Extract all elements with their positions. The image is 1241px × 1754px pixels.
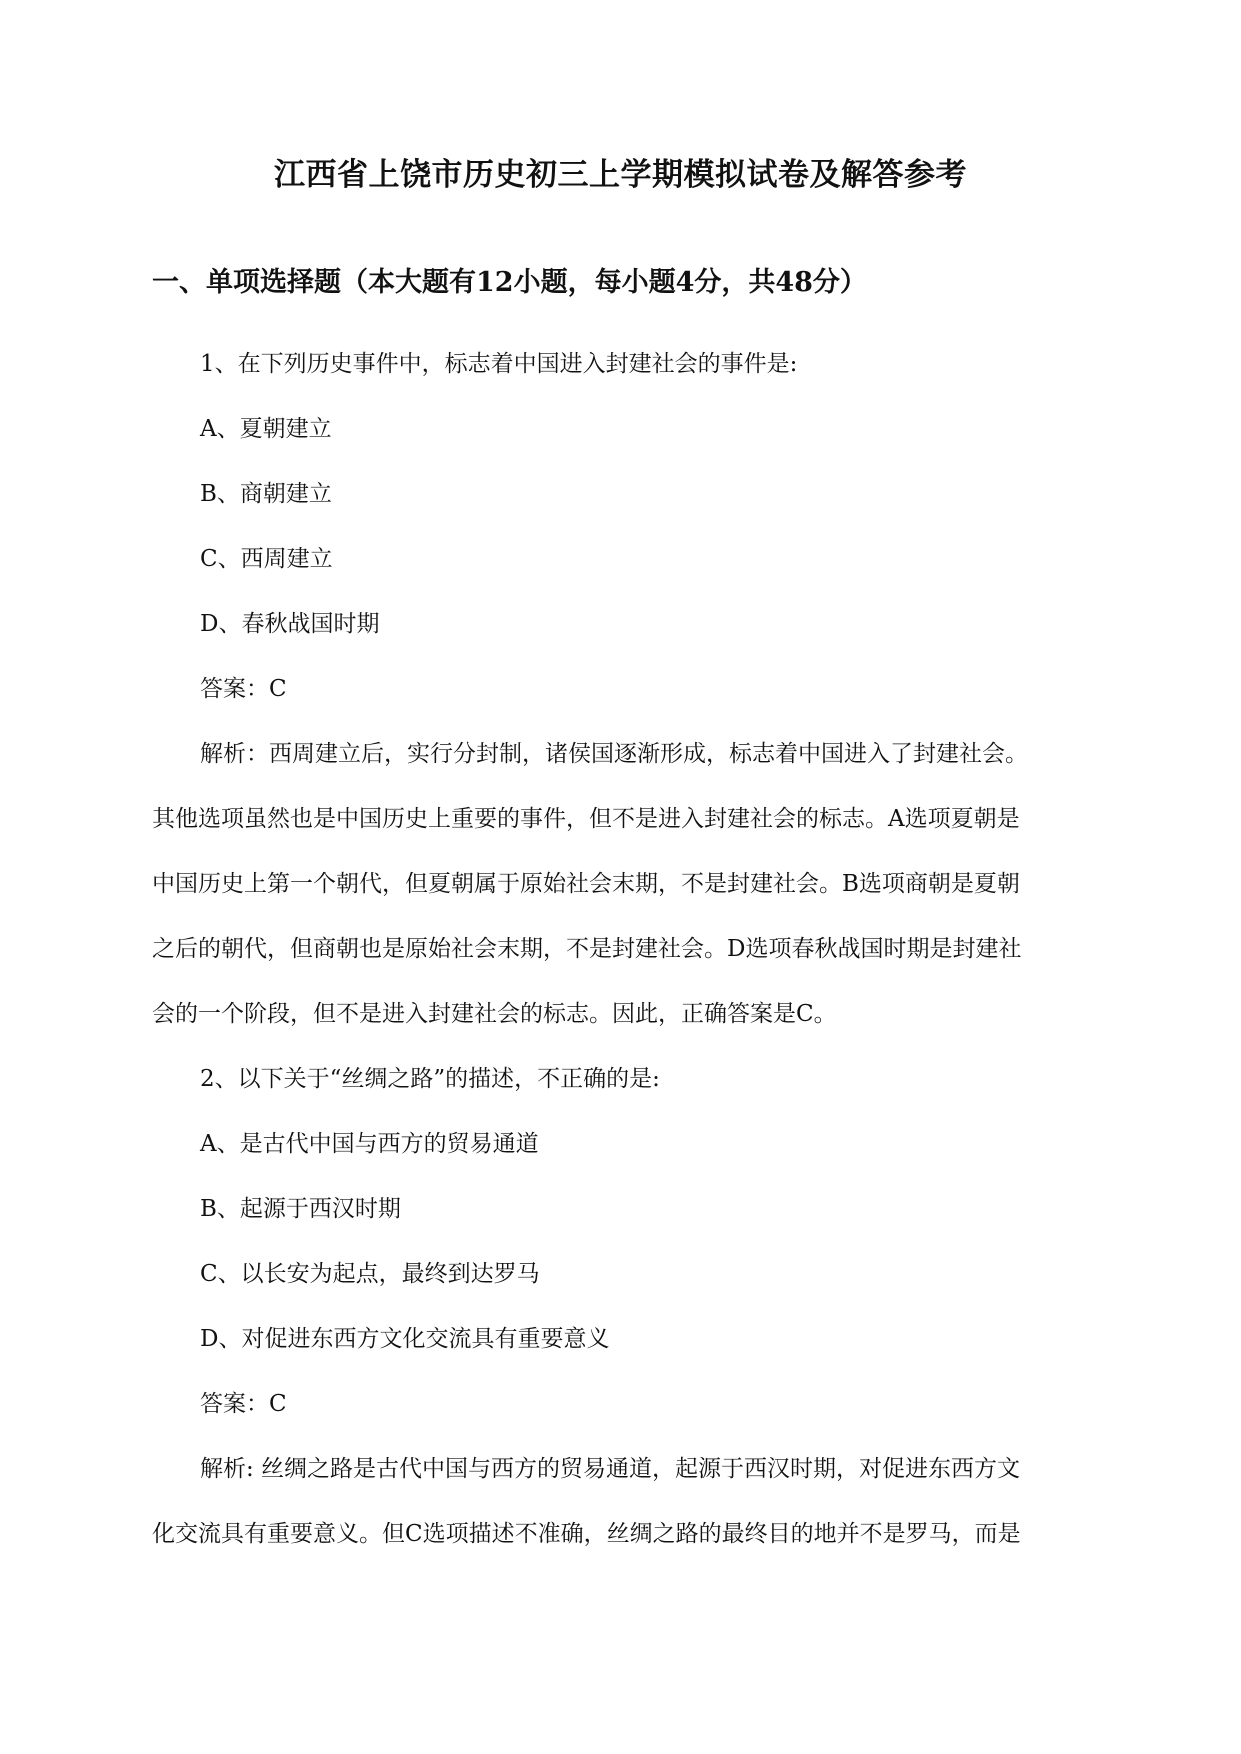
- section-heading: 一、单项选择题（本大题有12小题，每小题4分，共48分）: [152, 267, 867, 298]
- analysis-line: 解析: 丝绸之路是古代中国与西方的贸易通道，起源于西汉时期，对促进东西方文: [200, 1456, 1021, 1482]
- analysis-line: 化交流具有重要意义。但C选项描述不准确，丝绸之路的最终目的地并不是罗马，而是: [152, 1521, 1021, 1547]
- answer: 答案：C: [200, 676, 287, 702]
- document-title: 江西省上饶市历史初三上学期模拟试卷及解答参考: [274, 157, 967, 193]
- question-stem: 2、以下关于“丝绸之路”的描述，不正确的是:: [200, 1066, 660, 1092]
- option-a: A、夏朝建立: [200, 416, 332, 442]
- option-b: B、商朝建立: [200, 481, 332, 507]
- answer: 答案：C: [200, 1391, 287, 1417]
- option-c: C、以长安为起点，最终到达罗马: [200, 1261, 540, 1287]
- analysis-line: 其他选项虽然也是中国历史上重要的事件，但不是进入封建社会的标志。A选项夏朝是: [152, 806, 1020, 832]
- option-c: C、西周建立: [200, 546, 333, 572]
- option-d: D、对促进东西方文化交流具有重要意义: [200, 1326, 610, 1352]
- analysis-line: 中国历史上第一个朝代，但夏朝属于原始社会末期，不是封建社会。B选项商朝是夏朝: [152, 871, 1020, 897]
- analysis-line: 解析：西周建立后，实行分封制，诸侯国逐渐形成，标志着中国进入了封建社会。: [200, 741, 1028, 767]
- option-b: B、起源于西汉时期: [200, 1196, 401, 1222]
- question-stem: 1、在下列历史事件中，标志着中国进入封建社会的事件是:: [200, 351, 798, 377]
- analysis-line: 之后的朝代，但商朝也是原始社会末期，不是封建社会。D选项春秋战国时期是封建社: [152, 936, 1022, 962]
- option-a: A、是古代中国与西方的贸易通道: [200, 1131, 539, 1157]
- analysis-line: 会的一个阶段，但不是进入封建社会的标志。因此，正确答案是C。: [152, 1001, 837, 1027]
- option-d: D、春秋战国时期: [200, 611, 380, 637]
